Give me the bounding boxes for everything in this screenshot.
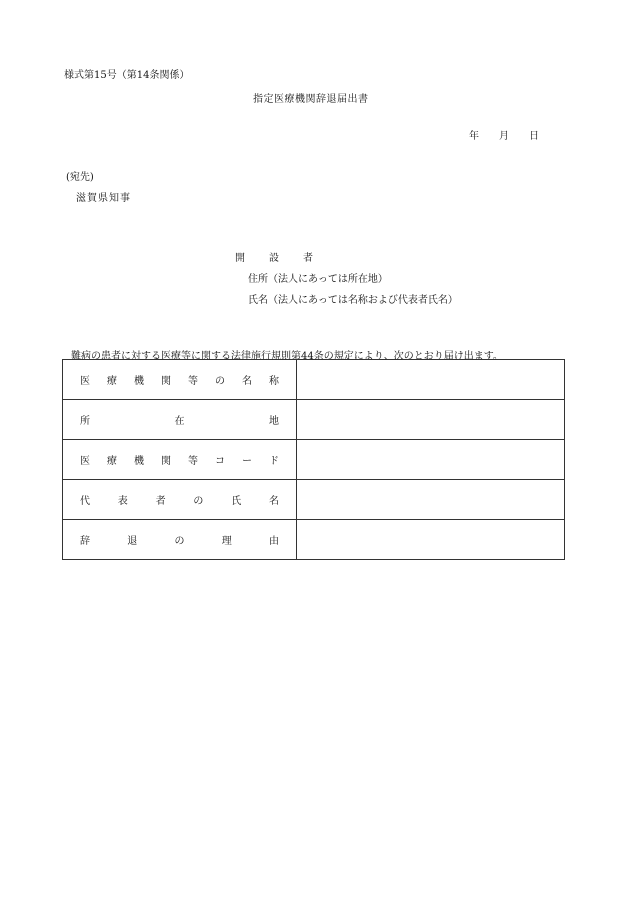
row-label-char: 療 (107, 456, 117, 467)
date-line (469, 127, 539, 142)
addressee-label: (宛先) (66, 172, 94, 183)
row-label-char: ー (242, 456, 252, 467)
row-label-char: 等 (188, 456, 198, 467)
institution-code-row (63, 440, 565, 480)
addressee-name: 滋賀県知事 (76, 193, 131, 204)
establisher-char: 者 (303, 253, 313, 264)
row-value-field[interactable] (297, 520, 565, 560)
row-label-char: 称 (269, 376, 279, 387)
row-value-field[interactable] (297, 400, 565, 440)
row-label-char: 等 (188, 376, 198, 387)
row-label-char: 代 (80, 496, 90, 507)
row-label-cell (63, 480, 297, 520)
row-label (80, 532, 279, 547)
row-label-char: 医 (80, 456, 90, 467)
row-label-char: の (215, 376, 225, 387)
row-label-char: 氏 (231, 496, 242, 507)
row-label-char: 療 (107, 376, 117, 387)
row-label-char: 関 (161, 376, 171, 387)
row-label-char: コ (215, 456, 225, 467)
row-label (80, 492, 279, 507)
row-label-char: の (174, 536, 185, 547)
statement-text: 難病の患者に対する医療等に関する法律施行規則第44条の規定により、次のとおり届け出ます。 (71, 351, 503, 362)
row-value-field[interactable] (297, 440, 565, 480)
row-label-cell (63, 400, 297, 440)
date-day-label: 日 (529, 131, 539, 142)
row-label (80, 452, 279, 467)
row-label-char: 医 (80, 376, 90, 387)
location-row (63, 400, 565, 440)
row-value-field[interactable] (297, 360, 565, 400)
row-label-cell (63, 520, 297, 560)
row-label (80, 372, 279, 387)
row-label-char: 辞 (80, 536, 90, 547)
row-label-char: 所 (80, 416, 90, 427)
row-label-char: 名 (268, 496, 279, 507)
row-label-char: 機 (134, 456, 144, 467)
date-year-label: 年 (469, 131, 479, 142)
form-number: 様式第15号（第14条関係） (64, 70, 190, 81)
row-label-char: 在 (174, 416, 185, 427)
row-label-char: 機 (134, 376, 144, 387)
date-month-label: 月 (499, 131, 509, 142)
row-label-char: 関 (161, 456, 171, 467)
row-label-char: 名 (242, 376, 252, 387)
institution-name-row (63, 360, 565, 400)
row-label-char: 地 (269, 416, 279, 427)
row-label-char: 者 (155, 496, 166, 507)
row-label-char: 由 (269, 536, 279, 547)
document-title: 指定医療機関辞退届出書 (253, 94, 369, 105)
applicant-address-label: 住所（法人にあっては所在地） (248, 274, 388, 285)
establisher-char: 設 (269, 253, 279, 264)
row-label-cell (63, 360, 297, 400)
establisher-char: 開 (235, 253, 245, 264)
info-table (62, 359, 565, 560)
row-label-char: の (193, 496, 204, 507)
row-label-char: 理 (221, 536, 232, 547)
row-label-char: 表 (117, 496, 128, 507)
row-value-field[interactable] (297, 480, 565, 520)
row-label-char: 退 (127, 536, 138, 547)
row-label-char: ド (269, 456, 279, 467)
establisher-label (235, 249, 313, 264)
row-label (80, 412, 279, 427)
row-label-cell (63, 440, 297, 480)
applicant-name-label: 氏名（法人にあっては名称および代表者氏名） (248, 295, 458, 306)
withdrawal-reason-row (63, 520, 565, 560)
representative-name-row (63, 480, 565, 520)
